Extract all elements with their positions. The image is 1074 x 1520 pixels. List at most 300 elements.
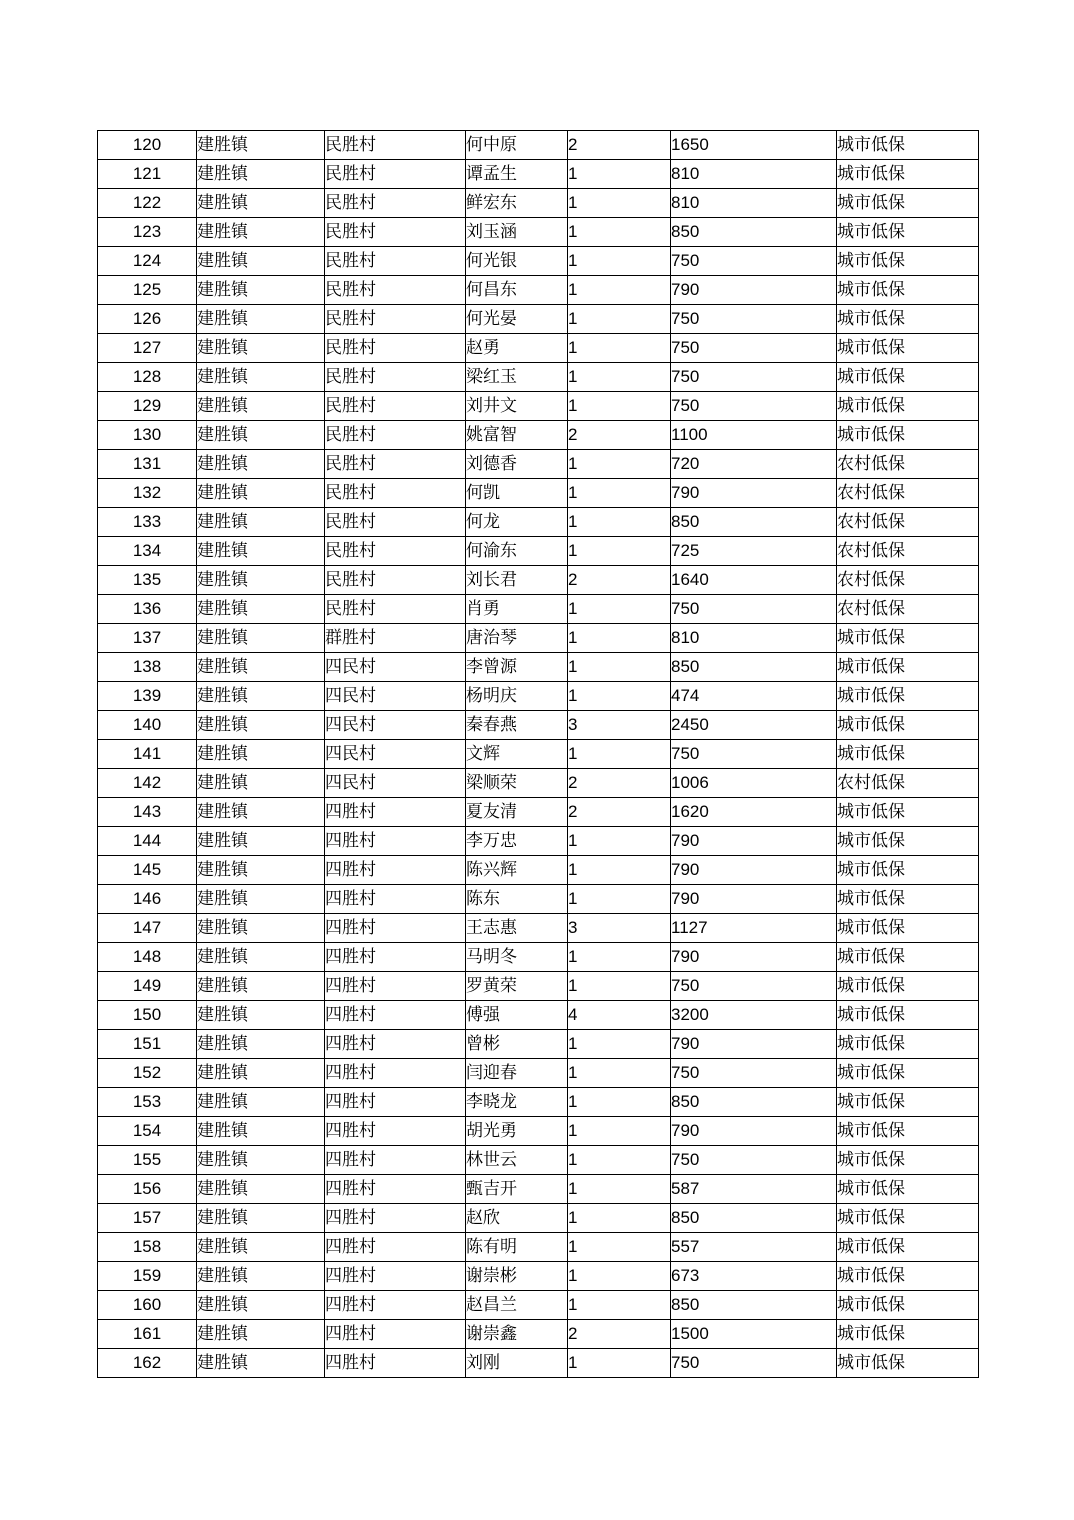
cell-amount: 1640: [671, 566, 837, 595]
cell-village: 四胜村: [325, 1175, 466, 1204]
cell-recipient-name: 夏友清: [466, 798, 568, 827]
cell-household-size: 2: [568, 566, 671, 595]
cell-amount: 1006: [671, 769, 837, 798]
cell-recipient-name: 胡光勇: [466, 1117, 568, 1146]
cell-town: 建胜镇: [197, 1204, 325, 1233]
cell-serial-number: 152: [98, 1059, 197, 1088]
cell-recipient-name: 鲜宏东: [466, 189, 568, 218]
cell-household-size: 1: [568, 595, 671, 624]
cell-amount: 790: [671, 885, 837, 914]
cell-village: 四胜村: [325, 1320, 466, 1349]
cell-amount: 810: [671, 160, 837, 189]
cell-town: 建胜镇: [197, 827, 325, 856]
cell-village: 四胜村: [325, 1291, 466, 1320]
cell-assistance-type: 城市低保: [837, 1262, 979, 1291]
cell-household-size: 3: [568, 914, 671, 943]
table-row: [98, 1030, 979, 1059]
cell-village: 民胜村: [325, 305, 466, 334]
cell-serial-number: 138: [98, 653, 197, 682]
cell-town: 建胜镇: [197, 334, 325, 363]
cell-household-size: 1: [568, 334, 671, 363]
table-row: [98, 740, 979, 769]
cell-serial-number: 133: [98, 508, 197, 537]
cell-household-size: 1: [568, 1349, 671, 1378]
cell-assistance-type: 农村低保: [837, 479, 979, 508]
cell-serial-number: 151: [98, 1030, 197, 1059]
cell-serial-number: 143: [98, 798, 197, 827]
cell-serial-number: 122: [98, 189, 197, 218]
cell-household-size: 1: [568, 1059, 671, 1088]
cell-recipient-name: 唐治琴: [466, 624, 568, 653]
cell-village: 民胜村: [325, 160, 466, 189]
table-row: [98, 595, 979, 624]
cell-household-size: 1: [568, 740, 671, 769]
cell-village: 四胜村: [325, 1059, 466, 1088]
cell-household-size: 4: [568, 1001, 671, 1030]
cell-serial-number: 161: [98, 1320, 197, 1349]
cell-recipient-name: 赵勇: [466, 334, 568, 363]
cell-village: 四胜村: [325, 885, 466, 914]
cell-household-size: 1: [568, 1146, 671, 1175]
cell-serial-number: 150: [98, 1001, 197, 1030]
cell-assistance-type: 城市低保: [837, 334, 979, 363]
cell-serial-number: 123: [98, 218, 197, 247]
cell-amount: 474: [671, 682, 837, 711]
table-row: [98, 798, 979, 827]
cell-town: 建胜镇: [197, 943, 325, 972]
cell-town: 建胜镇: [197, 972, 325, 1001]
table-row: [98, 624, 979, 653]
cell-amount: 1620: [671, 798, 837, 827]
table-row: [98, 566, 979, 595]
cell-assistance-type: 城市低保: [837, 740, 979, 769]
cell-serial-number: 155: [98, 1146, 197, 1175]
cell-town: 建胜镇: [197, 537, 325, 566]
cell-recipient-name: 李万忠: [466, 827, 568, 856]
cell-assistance-type: 城市低保: [837, 276, 979, 305]
cell-household-size: 1: [568, 392, 671, 421]
table-row: [98, 769, 979, 798]
cell-household-size: 1: [568, 624, 671, 653]
cell-village: 四胜村: [325, 1262, 466, 1291]
cell-amount: 850: [671, 1088, 837, 1117]
table-row: [98, 885, 979, 914]
cell-amount: 750: [671, 334, 837, 363]
cell-recipient-name: 刘刚: [466, 1349, 568, 1378]
cell-amount: 750: [671, 972, 837, 1001]
table-row: [98, 943, 979, 972]
cell-town: 建胜镇: [197, 1088, 325, 1117]
cell-amount: 1650: [671, 131, 837, 160]
cell-village: 民胜村: [325, 537, 466, 566]
cell-town: 建胜镇: [197, 711, 325, 740]
cell-village: 四胜村: [325, 1088, 466, 1117]
cell-village: 民胜村: [325, 421, 466, 450]
cell-amount: 750: [671, 247, 837, 276]
table-row: [98, 189, 979, 218]
cell-town: 建胜镇: [197, 131, 325, 160]
cell-village: 四民村: [325, 740, 466, 769]
cell-town: 建胜镇: [197, 1059, 325, 1088]
cell-serial-number: 139: [98, 682, 197, 711]
cell-village: 民胜村: [325, 566, 466, 595]
cell-town: 建胜镇: [197, 247, 325, 276]
cell-serial-number: 128: [98, 363, 197, 392]
table-row: [98, 1175, 979, 1204]
cell-assistance-type: 城市低保: [837, 218, 979, 247]
cell-town: 建胜镇: [197, 392, 325, 421]
cell-assistance-type: 城市低保: [837, 711, 979, 740]
cell-recipient-name: 赵昌兰: [466, 1291, 568, 1320]
cell-assistance-type: 城市低保: [837, 798, 979, 827]
cell-village: 四民村: [325, 653, 466, 682]
cell-recipient-name: 何渝东: [466, 537, 568, 566]
cell-amount: 790: [671, 1030, 837, 1059]
table-row: [98, 305, 979, 334]
cell-household-size: 2: [568, 769, 671, 798]
cell-amount: 790: [671, 276, 837, 305]
cell-amount: 790: [671, 479, 837, 508]
cell-town: 建胜镇: [197, 1233, 325, 1262]
table-row: [98, 914, 979, 943]
cell-amount: 750: [671, 595, 837, 624]
cell-village: 四胜村: [325, 1030, 466, 1059]
cell-assistance-type: 城市低保: [837, 682, 979, 711]
cell-household-size: 2: [568, 421, 671, 450]
table-row: [98, 1233, 979, 1262]
cell-recipient-name: 肖勇: [466, 595, 568, 624]
cell-serial-number: 131: [98, 450, 197, 479]
cell-town: 建胜镇: [197, 1320, 325, 1349]
cell-household-size: 1: [568, 827, 671, 856]
table-row: [98, 1291, 979, 1320]
cell-household-size: 1: [568, 247, 671, 276]
cell-recipient-name: 何凯: [466, 479, 568, 508]
cell-town: 建胜镇: [197, 740, 325, 769]
cell-recipient-name: 闫迎春: [466, 1059, 568, 1088]
table-row: [98, 1349, 979, 1378]
cell-serial-number: 154: [98, 1117, 197, 1146]
cell-serial-number: 160: [98, 1291, 197, 1320]
cell-town: 建胜镇: [197, 276, 325, 305]
table-row: [98, 1088, 979, 1117]
cell-town: 建胜镇: [197, 189, 325, 218]
table-row: [98, 682, 979, 711]
cell-assistance-type: 城市低保: [837, 914, 979, 943]
cell-serial-number: 142: [98, 769, 197, 798]
cell-amount: 790: [671, 1117, 837, 1146]
table-row: [98, 247, 979, 276]
cell-town: 建胜镇: [197, 914, 325, 943]
cell-assistance-type: 农村低保: [837, 566, 979, 595]
table-row: [98, 856, 979, 885]
cell-assistance-type: 城市低保: [837, 856, 979, 885]
cell-serial-number: 145: [98, 856, 197, 885]
cell-town: 建胜镇: [197, 508, 325, 537]
cell-assistance-type: 城市低保: [837, 972, 979, 1001]
cell-serial-number: 141: [98, 740, 197, 769]
cell-assistance-type: 城市低保: [837, 624, 979, 653]
cell-town: 建胜镇: [197, 653, 325, 682]
cell-amount: 725: [671, 537, 837, 566]
cell-recipient-name: 文辉: [466, 740, 568, 769]
table-row: [98, 1001, 979, 1030]
cell-serial-number: 135: [98, 566, 197, 595]
cell-recipient-name: 何昌东: [466, 276, 568, 305]
cell-amount: 850: [671, 508, 837, 537]
cell-household-size: 1: [568, 1088, 671, 1117]
cell-village: 四胜村: [325, 1001, 466, 1030]
cell-recipient-name: 李曾源: [466, 653, 568, 682]
cell-village: 四胜村: [325, 972, 466, 1001]
cell-amount: 1127: [671, 914, 837, 943]
table-row: [98, 1146, 979, 1175]
cell-serial-number: 126: [98, 305, 197, 334]
table-row: [98, 421, 979, 450]
cell-household-size: 1: [568, 363, 671, 392]
table-body: [98, 131, 979, 1378]
cell-recipient-name: 梁红玉: [466, 363, 568, 392]
cell-village: 四民村: [325, 711, 466, 740]
cell-assistance-type: 城市低保: [837, 1059, 979, 1088]
cell-village: 民胜村: [325, 247, 466, 276]
cell-household-size: 1: [568, 1117, 671, 1146]
cell-amount: 850: [671, 1291, 837, 1320]
cell-recipient-name: 林世云: [466, 1146, 568, 1175]
cell-village: 民胜村: [325, 392, 466, 421]
cell-recipient-name: 刘井文: [466, 392, 568, 421]
cell-recipient-name: 陈有明: [466, 1233, 568, 1262]
cell-town: 建胜镇: [197, 856, 325, 885]
cell-recipient-name: 李晓龙: [466, 1088, 568, 1117]
cell-village: 民胜村: [325, 189, 466, 218]
cell-serial-number: 136: [98, 595, 197, 624]
cell-amount: 1100: [671, 421, 837, 450]
cell-assistance-type: 农村低保: [837, 508, 979, 537]
table-row: [98, 160, 979, 189]
cell-assistance-type: 城市低保: [837, 653, 979, 682]
cell-village: 民胜村: [325, 508, 466, 537]
table-row: [98, 131, 979, 160]
cell-recipient-name: 陈东: [466, 885, 568, 914]
cell-town: 建胜镇: [197, 1291, 325, 1320]
cell-assistance-type: 城市低保: [837, 363, 979, 392]
cell-recipient-name: 曾彬: [466, 1030, 568, 1059]
cell-household-size: 1: [568, 1262, 671, 1291]
cell-recipient-name: 姚富智: [466, 421, 568, 450]
cell-assistance-type: 农村低保: [837, 450, 979, 479]
cell-village: 四胜村: [325, 1204, 466, 1233]
cell-household-size: 1: [568, 479, 671, 508]
cell-serial-number: 137: [98, 624, 197, 653]
table-row: [98, 827, 979, 856]
cell-recipient-name: 何龙: [466, 508, 568, 537]
cell-recipient-name: 甄吉开: [466, 1175, 568, 1204]
cell-assistance-type: 城市低保: [837, 305, 979, 334]
cell-household-size: 1: [568, 305, 671, 334]
cell-serial-number: 144: [98, 827, 197, 856]
cell-amount: 750: [671, 1059, 837, 1088]
cell-village: 民胜村: [325, 131, 466, 160]
cell-village: 四胜村: [325, 943, 466, 972]
cell-assistance-type: 城市低保: [837, 421, 979, 450]
cell-town: 建胜镇: [197, 1262, 325, 1291]
cell-household-size: 1: [568, 537, 671, 566]
cell-household-size: 1: [568, 508, 671, 537]
cell-town: 建胜镇: [197, 769, 325, 798]
table-row: [98, 711, 979, 740]
cell-town: 建胜镇: [197, 450, 325, 479]
cell-recipient-name: 刘长君: [466, 566, 568, 595]
cell-amount: 750: [671, 740, 837, 769]
cell-town: 建胜镇: [197, 1349, 325, 1378]
table-row: [98, 450, 979, 479]
cell-assistance-type: 城市低保: [837, 1030, 979, 1059]
cell-village: 四胜村: [325, 1146, 466, 1175]
table-row: [98, 1117, 979, 1146]
cell-household-size: 1: [568, 943, 671, 972]
cell-town: 建胜镇: [197, 363, 325, 392]
cell-town: 建胜镇: [197, 1146, 325, 1175]
cell-recipient-name: 陈兴辉: [466, 856, 568, 885]
table-row: [98, 334, 979, 363]
cell-village: 四胜村: [325, 914, 466, 943]
table-row: [98, 1320, 979, 1349]
table-row: [98, 653, 979, 682]
cell-village: 民胜村: [325, 276, 466, 305]
cell-assistance-type: 城市低保: [837, 131, 979, 160]
cell-serial-number: 125: [98, 276, 197, 305]
cell-recipient-name: 何光晏: [466, 305, 568, 334]
cell-serial-number: 157: [98, 1204, 197, 1233]
cell-town: 建胜镇: [197, 305, 325, 334]
cell-town: 建胜镇: [197, 682, 325, 711]
table-row: [98, 392, 979, 421]
cell-household-size: 1: [568, 682, 671, 711]
cell-assistance-type: 农村低保: [837, 537, 979, 566]
table-row: [98, 363, 979, 392]
cell-town: 建胜镇: [197, 218, 325, 247]
cell-assistance-type: 城市低保: [837, 827, 979, 856]
cell-household-size: 2: [568, 798, 671, 827]
cell-amount: 2450: [671, 711, 837, 740]
cell-serial-number: 132: [98, 479, 197, 508]
cell-serial-number: 130: [98, 421, 197, 450]
cell-town: 建胜镇: [197, 798, 325, 827]
cell-village: 四胜村: [325, 827, 466, 856]
cell-assistance-type: 城市低保: [837, 247, 979, 276]
cell-village: 四胜村: [325, 1349, 466, 1378]
cell-village: 民胜村: [325, 450, 466, 479]
cell-household-size: 1: [568, 885, 671, 914]
cell-recipient-name: 刘玉涵: [466, 218, 568, 247]
cell-recipient-name: 谢崇彬: [466, 1262, 568, 1291]
cell-serial-number: 149: [98, 972, 197, 1001]
cell-household-size: 1: [568, 856, 671, 885]
table-row: [98, 1204, 979, 1233]
cell-village: 四胜村: [325, 856, 466, 885]
cell-household-size: 2: [568, 131, 671, 160]
cell-village: 四胜村: [325, 1117, 466, 1146]
assistance-records-table: [97, 130, 979, 1378]
cell-assistance-type: 城市低保: [837, 1204, 979, 1233]
cell-household-size: 1: [568, 189, 671, 218]
cell-serial-number: 156: [98, 1175, 197, 1204]
cell-household-size: 1: [568, 972, 671, 1001]
cell-household-size: 1: [568, 1030, 671, 1059]
cell-amount: 810: [671, 189, 837, 218]
cell-village: 民胜村: [325, 479, 466, 508]
cell-household-size: 1: [568, 450, 671, 479]
cell-serial-number: 129: [98, 392, 197, 421]
cell-assistance-type: 城市低保: [837, 1291, 979, 1320]
cell-household-size: 1: [568, 653, 671, 682]
cell-recipient-name: 王志惠: [466, 914, 568, 943]
cell-serial-number: 159: [98, 1262, 197, 1291]
cell-town: 建胜镇: [197, 421, 325, 450]
cell-household-size: 3: [568, 711, 671, 740]
cell-serial-number: 146: [98, 885, 197, 914]
cell-amount: 850: [671, 653, 837, 682]
cell-serial-number: 120: [98, 131, 197, 160]
table-row: [98, 1059, 979, 1088]
cell-household-size: 2: [568, 1320, 671, 1349]
cell-assistance-type: 农村低保: [837, 595, 979, 624]
cell-household-size: 1: [568, 276, 671, 305]
cell-assistance-type: 城市低保: [837, 1001, 979, 1030]
cell-amount: 587: [671, 1175, 837, 1204]
table-row: [98, 972, 979, 1001]
table-row: [98, 1262, 979, 1291]
cell-serial-number: 147: [98, 914, 197, 943]
cell-town: 建胜镇: [197, 595, 325, 624]
cell-amount: 3200: [671, 1001, 837, 1030]
cell-village: 四胜村: [325, 798, 466, 827]
cell-assistance-type: 城市低保: [837, 189, 979, 218]
cell-serial-number: 121: [98, 160, 197, 189]
cell-amount: 750: [671, 392, 837, 421]
cell-assistance-type: 城市低保: [837, 1146, 979, 1175]
cell-amount: 810: [671, 624, 837, 653]
cell-household-size: 1: [568, 1175, 671, 1204]
cell-household-size: 1: [568, 218, 671, 247]
cell-recipient-name: 何中原: [466, 131, 568, 160]
cell-recipient-name: 赵欣: [466, 1204, 568, 1233]
cell-recipient-name: 马明冬: [466, 943, 568, 972]
cell-assistance-type: 城市低保: [837, 1175, 979, 1204]
cell-village: 群胜村: [325, 624, 466, 653]
cell-serial-number: 127: [98, 334, 197, 363]
cell-recipient-name: 刘德香: [466, 450, 568, 479]
table-row: [98, 537, 979, 566]
cell-amount: 790: [671, 943, 837, 972]
table-row: [98, 479, 979, 508]
cell-assistance-type: 城市低保: [837, 1117, 979, 1146]
cell-assistance-type: 农村低保: [837, 769, 979, 798]
cell-serial-number: 140: [98, 711, 197, 740]
cell-recipient-name: 何光银: [466, 247, 568, 276]
cell-amount: 557: [671, 1233, 837, 1262]
table-row: [98, 276, 979, 305]
cell-assistance-type: 城市低保: [837, 160, 979, 189]
cell-amount: 790: [671, 827, 837, 856]
cell-serial-number: 153: [98, 1088, 197, 1117]
cell-assistance-type: 城市低保: [837, 943, 979, 972]
cell-recipient-name: 杨明庆: [466, 682, 568, 711]
cell-town: 建胜镇: [197, 566, 325, 595]
cell-town: 建胜镇: [197, 1175, 325, 1204]
cell-amount: 750: [671, 1349, 837, 1378]
